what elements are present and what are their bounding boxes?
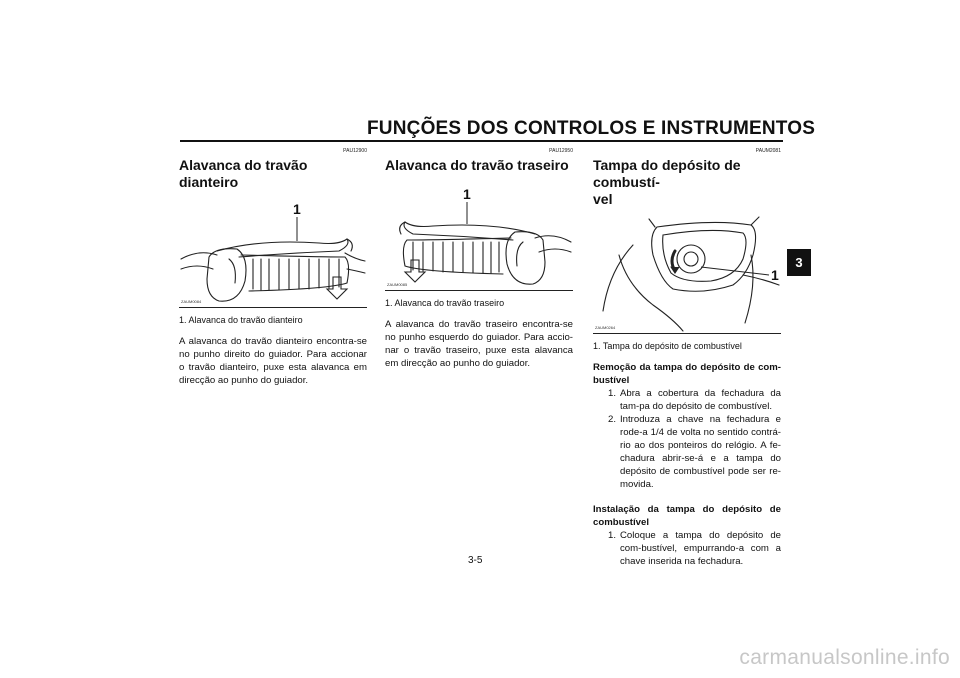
figure-caption: 1. Tampa do depósito de combustível: [593, 341, 742, 351]
step-text: Coloque a tampa do depósito de com-bustível, empurrando-a com a chave inserida na fechadura.: [620, 530, 781, 567]
header-rule: [180, 140, 783, 142]
ref-code: PAUM2081: [755, 148, 781, 154]
body-text: A alavanca do travão traseiro encontra-se no punho esquerdo do guiador. Para accio-nar o travão traseiro, puxe esta alavanca em direcção ao punho do guiador.: [385, 319, 573, 369]
fuel-tank-cap-illustration: [593, 215, 781, 334]
figure-caption: 1. Alavanca do travão dianteiro: [179, 315, 303, 325]
chapter-tab[interactable]: 3: [787, 249, 811, 276]
column-fuel-tank-cap: [593, 148, 781, 568]
removal-steps: [593, 387, 781, 491]
page-number: 3-5: [468, 555, 483, 566]
step-text: Abra a cobertura da fechadura da tam-pa do depósito de combustível.: [620, 388, 781, 412]
page-header-title: FUNÇÕES DOS CONTROLOS E INSTRUMENTOS: [367, 118, 816, 139]
step-number: 1.: [607, 388, 616, 399]
installation-steps: [593, 529, 781, 568]
section-title: Alavanca do travão dianteiro: [179, 157, 308, 190]
figure-code: ZAUM0084: [181, 299, 202, 304]
ref-code: PAU12900: [343, 148, 367, 154]
figure-code: ZAUM0264: [595, 325, 616, 330]
column-front-brake: [179, 148, 367, 387]
column-rear-brake: [385, 148, 573, 370]
step-number: 1.: [607, 530, 616, 541]
section-title-line1: Tampa do depósito de combustí-: [593, 157, 741, 190]
section-title-line2: vel: [593, 191, 613, 207]
figure-code: ZAUM0085: [387, 282, 408, 287]
list-item: [593, 529, 781, 568]
front-brake-lever-illustration: [179, 199, 367, 308]
section-title: Alavanca do travão traseiro: [385, 157, 569, 173]
list-item: [593, 413, 781, 491]
callout-number: 1: [771, 267, 779, 283]
callout-number: 1: [463, 186, 471, 202]
list-item: [593, 387, 781, 413]
section-title: [593, 157, 781, 208]
callout-number: 1: [293, 201, 301, 217]
ref-code: PAU12950: [549, 148, 573, 154]
figure-caption: 1. Alavanca do travão traseiro: [385, 298, 505, 308]
step-text: Introduza a chave na fechadura e rode-a 1/4 de volta no sentido contrá-rio ao dos ponteiros do relógio. A fe-chadura abrir-se-á e a tampa do depósito de combustível pode ser re-movida.: [620, 414, 781, 490]
installation-subtitle: Instalação da tampa do depósito de combustível: [593, 504, 781, 528]
watermark: carmanualsonline.info: [739, 646, 950, 669]
body-text: A alavanca do travão dianteiro encontra-se no punho direito do guiador. Para accionar o travão dianteiro, puxe esta alavanca em direcção ao punho do guiador.: [179, 336, 367, 386]
removal-subtitle: Remoção da tampa do depósito de com-bustível: [593, 362, 781, 386]
callout-leader-line: [385, 182, 573, 290]
callout-leader-line: [179, 199, 367, 307]
callout-leader-line: [593, 215, 781, 333]
rear-brake-lever-illustration: [385, 182, 573, 291]
step-number: 2.: [607, 414, 616, 425]
